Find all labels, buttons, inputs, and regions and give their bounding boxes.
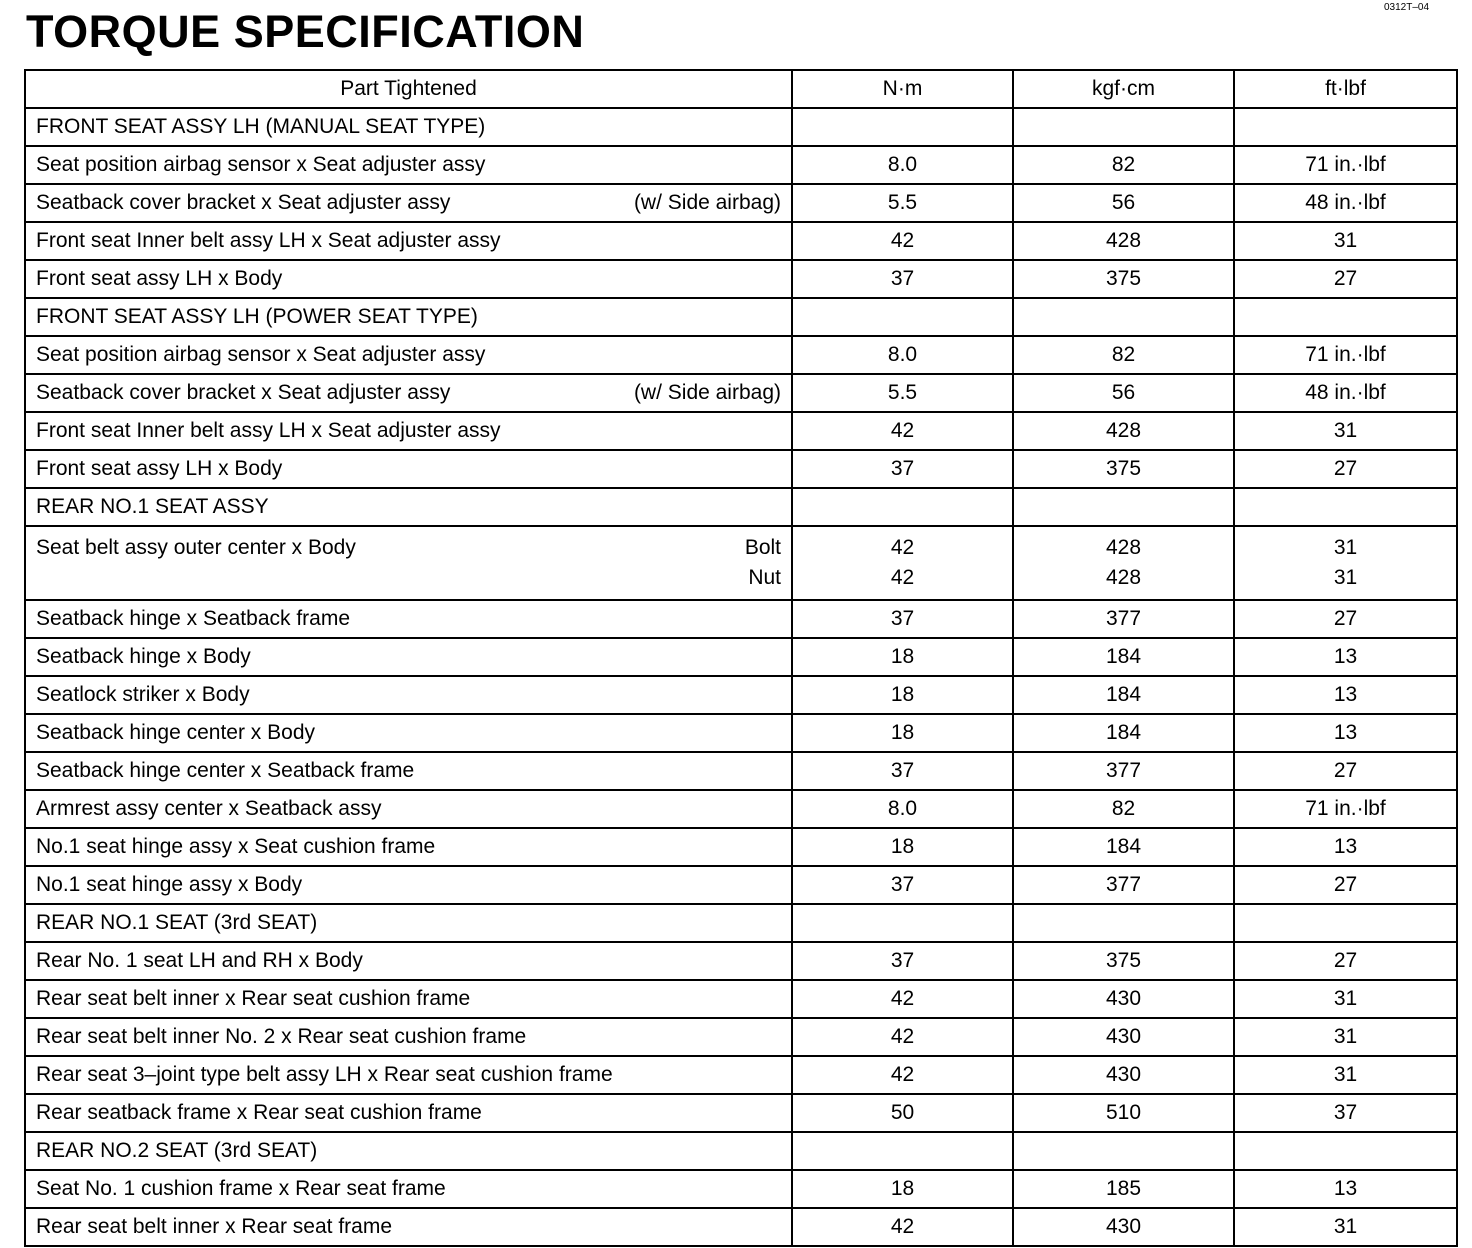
part-cell: REAR NO.1 SEAT (3rd SEAT)	[25, 904, 792, 942]
table-row	[25, 1170, 1457, 1208]
nm-value: 18	[792, 1170, 1013, 1208]
part-cell	[25, 298, 792, 336]
part-name: Front seat Inner belt assy LH x Seat adjuster assy	[36, 419, 501, 442]
ftlbf-value: 31	[1234, 222, 1457, 260]
table-row	[25, 1132, 1457, 1170]
ftlbf-value: 13	[1234, 714, 1457, 752]
nut-label: Nut	[748, 566, 781, 589]
kgfcm-value: 56	[1013, 374, 1234, 412]
ftlbf-value: 27	[1234, 752, 1457, 790]
table-row	[25, 942, 1457, 980]
part-cell	[25, 108, 792, 146]
bolt-label: Bolt	[744, 536, 781, 559]
ftlbf-value	[1234, 488, 1457, 526]
nm-value	[792, 488, 1013, 526]
nm-value: 37	[792, 942, 1013, 980]
ftlbf-value: 27	[1234, 450, 1457, 488]
part-cell	[25, 146, 792, 184]
kgfcm-value: 428	[1013, 222, 1234, 260]
nm-value: 42	[792, 222, 1013, 260]
nm-value	[792, 904, 1013, 942]
part-cell: No.1 seat hinge assy x Body	[25, 866, 792, 904]
ftlbf-value: 27	[1234, 260, 1457, 298]
ftlbf-value: 31	[1234, 1018, 1457, 1056]
nm-value: 8.0	[792, 146, 1013, 184]
kgfcm-value: 375	[1013, 260, 1234, 298]
kgfcm-value: 377	[1013, 752, 1234, 790]
ftlbf-value: 48 in.·lbf	[1234, 374, 1457, 412]
nm-value: 8.0	[792, 336, 1013, 374]
table-row	[25, 1018, 1457, 1056]
table-row	[25, 1094, 1457, 1132]
nm-value	[792, 298, 1013, 336]
kgfcm-value: 184	[1013, 714, 1234, 752]
bolt-nm: 42	[890, 536, 915, 559]
ftlbf-value: 27	[1234, 942, 1457, 980]
kgfcm-value	[1013, 526, 1234, 600]
table-row	[25, 1056, 1457, 1094]
kgfcm-value: 430	[1013, 1208, 1234, 1246]
part-name: Seat belt assy outer center x Body	[36, 536, 356, 559]
table-row	[25, 374, 1457, 412]
nut-ftlbf: 31	[1333, 566, 1358, 589]
table-row	[25, 1208, 1457, 1246]
table-body	[25, 108, 1457, 600]
nm-value: 42	[792, 1208, 1013, 1246]
page-code: 0312T–04	[1384, 2, 1430, 13]
table-row	[25, 790, 1457, 828]
nm-value: 42	[792, 980, 1013, 1018]
part-name: Seat position airbag sensor x Seat adjuster assy	[36, 153, 486, 176]
nm-value: 18	[792, 714, 1013, 752]
kgfcm-value: 430	[1013, 1056, 1234, 1094]
part-cell	[25, 222, 792, 260]
table-row	[25, 108, 1457, 146]
ftlbf-value	[1234, 904, 1457, 942]
kgfcm-value: 430	[1013, 980, 1234, 1018]
kgfcm-value: 428	[1013, 412, 1234, 450]
kgfcm-value: 184	[1013, 676, 1234, 714]
part-name: Seat position airbag sensor x Seat adjuster assy	[36, 343, 486, 366]
table-row	[25, 146, 1457, 184]
table-row	[25, 260, 1457, 298]
kgfcm-value: 184	[1013, 638, 1234, 676]
part-cell	[25, 336, 792, 374]
nm-value: 18	[792, 638, 1013, 676]
header-nm: N·m	[792, 70, 1013, 108]
nm-value: 18	[792, 676, 1013, 714]
kgfcm-value: 375	[1013, 450, 1234, 488]
kgfcm-value: 510	[1013, 1094, 1234, 1132]
part-cell: No.1 seat hinge assy x Seat cushion frame	[25, 828, 792, 866]
part-cell: Seatback hinge x Seatback frame	[25, 600, 792, 638]
part-name: Front seat assy LH x Body	[36, 267, 283, 290]
nm-value: 5.5	[792, 184, 1013, 222]
page-title: TORQUE SPECIFICATION	[26, 6, 585, 57]
part-name: FRONT SEAT ASSY LH (MANUAL SEAT TYPE)	[36, 115, 486, 138]
nm-value: 18	[792, 828, 1013, 866]
nm-value: 42	[792, 1018, 1013, 1056]
kgfcm-value: 56	[1013, 184, 1234, 222]
ftlbf-value	[1234, 298, 1457, 336]
kgfcm-value: 375	[1013, 942, 1234, 980]
table-row	[25, 412, 1457, 450]
kgfcm-value	[1013, 488, 1234, 526]
ftlbf-value: 31	[1234, 980, 1457, 1018]
part-cell	[25, 184, 792, 222]
ftlbf-value: 27	[1234, 866, 1457, 904]
part-cell	[25, 450, 792, 488]
table-row	[25, 298, 1457, 336]
table-header-row	[25, 70, 1457, 108]
kgfcm-value: 82	[1013, 790, 1234, 828]
part-name: Front seat assy LH x Body	[36, 457, 283, 480]
table-row	[25, 904, 1457, 942]
nm-value: 42	[792, 1056, 1013, 1094]
ftlbf-value	[1234, 108, 1457, 146]
ftlbf-value: 27	[1234, 600, 1457, 638]
table-row	[25, 488, 1457, 526]
part-cell: Seatback hinge center x Body	[25, 714, 792, 752]
kgfcm-value: 82	[1013, 146, 1234, 184]
nm-value: 50	[792, 1094, 1013, 1132]
table-body-rest	[25, 600, 1457, 1246]
table-row-multi	[25, 526, 1457, 600]
nm-value: 37	[792, 450, 1013, 488]
ftlbf-value: 13	[1234, 828, 1457, 866]
part-note: (w/ Side airbag)	[633, 191, 781, 214]
bolt-ftlbf: 31	[1333, 536, 1358, 559]
header-part-tightened: Part Tightened	[25, 70, 792, 108]
table-row	[25, 600, 1457, 638]
part-name: Seatback cover bracket x Seat adjuster assy	[36, 191, 451, 214]
kgfcm-value	[1013, 1132, 1234, 1170]
header-kgfcm: kgf·cm	[1013, 70, 1234, 108]
part-cell: REAR NO.2 SEAT (3rd SEAT)	[25, 1132, 792, 1170]
part-name: FRONT SEAT ASSY LH (POWER SEAT TYPE)	[36, 305, 478, 328]
nut-nm: 42	[890, 566, 915, 589]
kgfcm-value	[1013, 904, 1234, 942]
table-row	[25, 222, 1457, 260]
ftlbf-value	[1234, 526, 1457, 600]
kgfcm-value: 377	[1013, 866, 1234, 904]
part-cell: Rear No. 1 seat LH and RH x Body	[25, 942, 792, 980]
ftlbf-value	[1234, 1132, 1457, 1170]
table-row	[25, 450, 1457, 488]
nm-value: 37	[792, 600, 1013, 638]
part-name: Front seat Inner belt assy LH x Seat adjuster assy	[36, 229, 501, 252]
part-cell: Seatback hinge center x Seatback frame	[25, 752, 792, 790]
ftlbf-value: 31	[1234, 1056, 1457, 1094]
part-cell: Seatback hinge x Body	[25, 638, 792, 676]
part-cell	[25, 488, 792, 526]
ftlbf-value: 31	[1234, 1208, 1457, 1246]
kgfcm-value: 430	[1013, 1018, 1234, 1056]
part-cell: Seatlock striker x Body	[25, 676, 792, 714]
part-cell: Rear seat 3–joint type belt assy LH x Rear seat cushion frame	[25, 1056, 792, 1094]
part-cell: Rear seat belt inner x Rear seat cushion frame	[25, 980, 792, 1018]
part-name: Seatback cover bracket x Seat adjuster assy	[36, 381, 451, 404]
table-row	[25, 752, 1457, 790]
part-cell: Seat No. 1 cushion frame x Rear seat frame	[25, 1170, 792, 1208]
ftlbf-value: 71 in.·lbf	[1234, 790, 1457, 828]
part-cell: Rear seat belt inner x Rear seat frame	[25, 1208, 792, 1246]
nm-value: 8.0	[792, 790, 1013, 828]
nm-value	[792, 1132, 1013, 1170]
table-row	[25, 714, 1457, 752]
table-row	[25, 336, 1457, 374]
kgfcm-value: 185	[1013, 1170, 1234, 1208]
fastener-labels	[745, 533, 781, 593]
nm-value: 37	[792, 752, 1013, 790]
table-row	[25, 676, 1457, 714]
part-name: REAR NO.1 SEAT ASSY	[36, 495, 269, 518]
header-ftlbf: ft·lbf	[1234, 70, 1457, 108]
part-cell	[25, 260, 792, 298]
ftlbf-value: 71 in.·lbf	[1234, 146, 1457, 184]
torque-spec-table	[24, 69, 1458, 1247]
kgfcm-value: 377	[1013, 600, 1234, 638]
nm-value	[792, 526, 1013, 600]
nm-value: 5.5	[792, 374, 1013, 412]
kgfcm-value	[1013, 298, 1234, 336]
table-row	[25, 828, 1457, 866]
nm-value	[792, 108, 1013, 146]
nm-value: 37	[792, 260, 1013, 298]
part-cell: Rear seat belt inner No. 2 x Rear seat cushion frame	[25, 1018, 792, 1056]
ftlbf-value: 13	[1234, 638, 1457, 676]
ftlbf-value: 48 in.·lbf	[1234, 184, 1457, 222]
bolt-kgfcm: 428	[1105, 536, 1142, 559]
nm-value: 37	[792, 866, 1013, 904]
ftlbf-value: 71 in.·lbf	[1234, 336, 1457, 374]
ftlbf-value: 37	[1234, 1094, 1457, 1132]
ftlbf-value: 31	[1234, 412, 1457, 450]
ftlbf-value: 13	[1234, 676, 1457, 714]
kgfcm-value	[1013, 108, 1234, 146]
kgfcm-value: 184	[1013, 828, 1234, 866]
table-row	[25, 980, 1457, 1018]
nm-value: 42	[792, 412, 1013, 450]
part-cell: Armrest assy center x Seatback assy	[25, 790, 792, 828]
part-note: (w/ Side airbag)	[633, 381, 781, 404]
ftlbf-value: 13	[1234, 1170, 1457, 1208]
table-row	[25, 866, 1457, 904]
table-row	[25, 184, 1457, 222]
part-cell	[25, 526, 792, 600]
kgfcm-value: 82	[1013, 336, 1234, 374]
table-row	[25, 638, 1457, 676]
part-cell	[25, 374, 792, 412]
part-cell: Rear seatback frame x Rear seat cushion frame	[25, 1094, 792, 1132]
nut-kgfcm: 428	[1105, 566, 1142, 589]
part-cell	[25, 412, 792, 450]
